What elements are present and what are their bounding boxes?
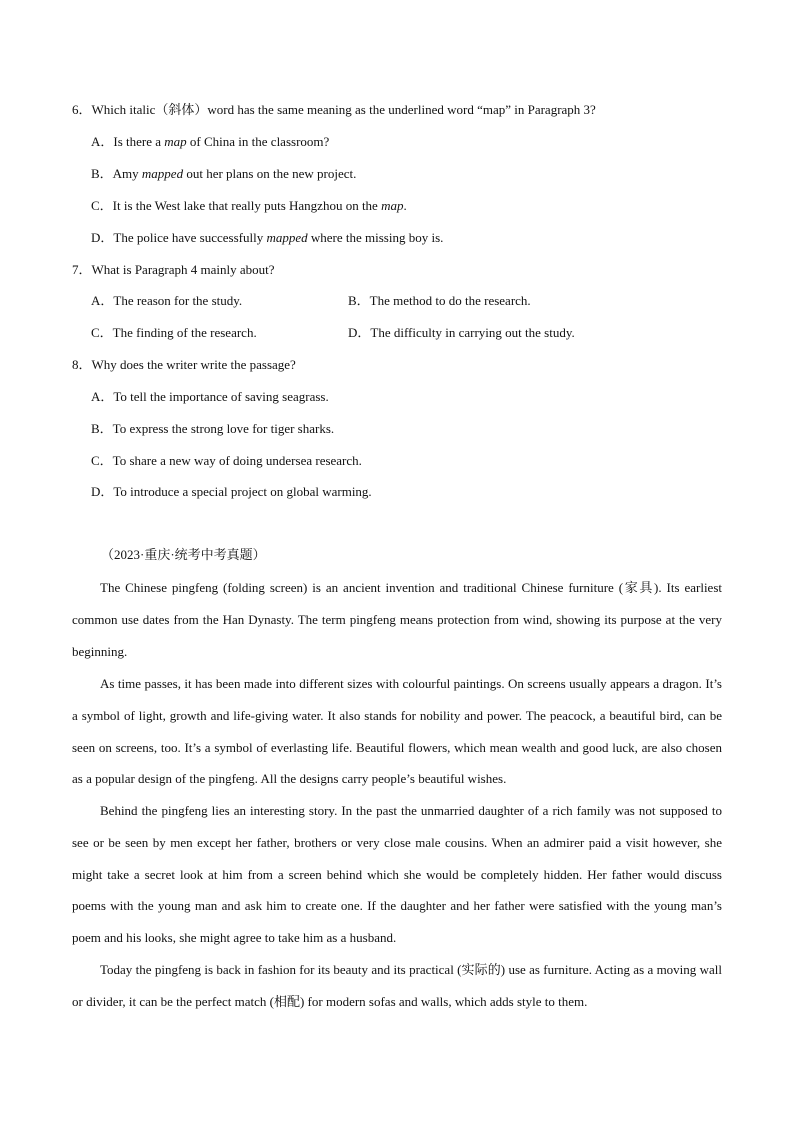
option-letter: A． bbox=[91, 293, 114, 308]
option-letter: A． bbox=[91, 389, 114, 404]
option-text: where the missing boy is. bbox=[307, 230, 444, 245]
option-letter: A． bbox=[91, 134, 114, 149]
question-7-option-c bbox=[91, 324, 257, 342]
question-8-option-b bbox=[91, 420, 334, 438]
question-8-stem: 8．Why does the writer write the passage? bbox=[72, 357, 296, 372]
question-6-option-c bbox=[91, 197, 407, 215]
option-letter: C． bbox=[91, 453, 113, 468]
question-6-option-a bbox=[91, 133, 329, 151]
question-8-option-c bbox=[91, 452, 362, 470]
option-letter: B． bbox=[348, 293, 370, 308]
question-7-option-a bbox=[91, 292, 242, 310]
option-letter: D． bbox=[91, 230, 114, 245]
option-text: out her plans on the new project. bbox=[183, 166, 357, 181]
passage-paragraph-2: As time passes, it has been made into different sizes with colourful paintings. On screens usually appears a dragon. It’s a symbol of light, growth and life-giving water. It also stands for nobility and power. The peacock, a beautiful bird, can be seen on screens, too. It’s a symbol of everlasting life. Beautiful flowers, which mean wealth and good luck, are also chosen as a popular design of the pingfeng. All the designs carry people’s beautiful wishes. bbox=[72, 676, 722, 787]
question-6-stem: 6．Which italic（斜体）word has the same meaning as the underlined word “map” in Paragraph 3? bbox=[72, 102, 596, 117]
option-letter: C． bbox=[91, 198, 113, 213]
question-6-option-d bbox=[91, 229, 443, 247]
passage-paragraph-4: Today the pingfeng is back in fashion for its beauty and its practical (实际的) use as furniture. Acting as a moving wall or divider, it can be the perfect match (相配) for modern sofas and walls, which adds style to them. bbox=[72, 962, 722, 1009]
option-text: To share a new way of doing undersea research. bbox=[112, 453, 362, 468]
option-italic-word: mapped bbox=[141, 166, 184, 181]
passage-paragraph-3: Behind the pingfeng lies an interesting story. In the past the unmarried daughter of a rich family was not supposed to see or be seen by men except her father, brothers or very close male cousins. When an admirer paid a visit however, she might take a secret look at him from a screen behind which she would be completely hidden. Her father would discuss poems with the young man and ask him to create one. If the daughter and her father were satisfied with the young man’s poem and his looks, she might agree to take him as a husband. bbox=[72, 803, 722, 946]
option-text: . bbox=[403, 198, 407, 213]
option-text: The reason for the study. bbox=[113, 293, 243, 308]
option-text: To tell the importance of saving seagrass. bbox=[113, 389, 329, 404]
question-7-option-b bbox=[348, 292, 531, 310]
option-text: The finding of the research. bbox=[112, 325, 257, 340]
option-italic-word: mapped bbox=[266, 230, 308, 245]
option-text: of China in the classroom? bbox=[186, 134, 330, 149]
option-letter: C． bbox=[91, 325, 113, 340]
option-text: It is the West lake that really puts Hangzhou on the bbox=[112, 198, 382, 213]
option-letter: B． bbox=[91, 166, 113, 181]
option-letter: D． bbox=[91, 484, 114, 499]
option-text: To introduce a special project on global warming. bbox=[113, 484, 372, 499]
option-text: Is there a bbox=[113, 134, 165, 149]
question-8-option-a bbox=[91, 388, 329, 406]
option-italic-word: map bbox=[164, 134, 187, 149]
question-8-option-d bbox=[91, 483, 372, 501]
option-text: The difficulty in carrying out the study. bbox=[370, 325, 575, 340]
option-text: The method to do the research. bbox=[369, 293, 531, 308]
question-7-stem: 7．What is Paragraph 4 mainly about? bbox=[72, 262, 275, 277]
passage-paragraph-1: The Chinese pingfeng (folding screen) is an ancient invention and traditional Chinese furniture (家具). Its earliest common use dates from the Han Dynasty. The term pingfeng means protection from wind, showing its purpose at the very beginning. bbox=[72, 580, 722, 659]
question-6-option-b bbox=[91, 165, 356, 183]
option-letter: B． bbox=[91, 421, 113, 436]
option-text: Amy bbox=[112, 166, 142, 181]
option-text: To express the strong love for tiger sharks. bbox=[112, 421, 335, 436]
passage-source: （2023·重庆·统考中考真题） bbox=[101, 547, 266, 562]
question-7-option-d bbox=[348, 324, 575, 342]
option-italic-word: map bbox=[381, 198, 404, 213]
option-letter: D． bbox=[348, 325, 371, 340]
option-text: The police have successfully bbox=[113, 230, 267, 245]
